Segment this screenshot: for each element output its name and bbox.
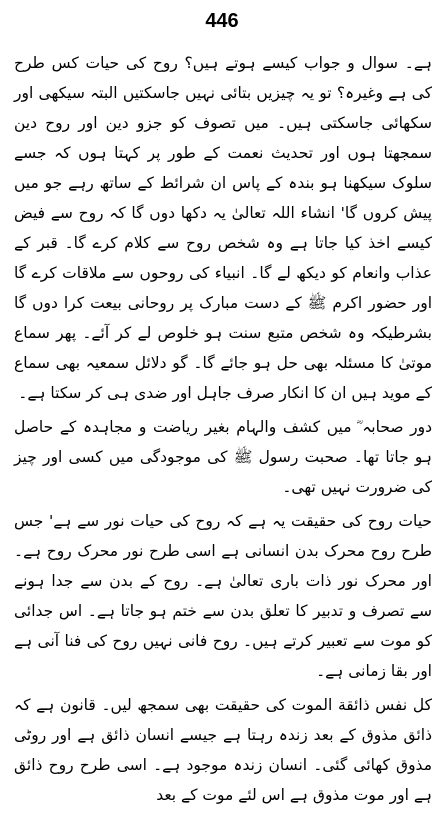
- paragraph-1: ہے۔ سوال و جواب کیسے ہوتے ہیں؟ روح کی حیات کس طرح کی ہے وغیرہ؟ تو یہ چیزیں بتائی نہیں جاسکتیں البتہ سیکھی اور سکھائی جاسکتی ہیں۔ میں تصوف کو جزو دین اور روح دین سمجھتا ہوں اور تحدیث نعمت کے طور پر کہتا ہوں کہ جسے سلوک سیکھنا ہو بندہ کے پاس ان شرائط کے ساتھ رہے جو میں پیش کروں گا' انشاء اللہ تعالیٰ یہ دکھا دوں گا کہ روح سے فیض کیسے اخذ کیا جاتا ہے وہ شخص روح سے کلام کرے گا۔ قبر کے عذاب وانعام کو دیکھ لے گا۔ انبیاء کی روحوں سے ملاقات کرے گا اور حضور اکرم ﷺ کے دست مبارک پر روحانی بیعت کرا دوں گا بشرطیکہ وہ شخص متبع سنت ہو خلوص لے کر آئے۔ پھر سماع موتیٰ کا مسئلہ بھی حل ہو جائے گا۔ گو دلائل سمعیہ بھی سماع کے موید ہیں ان کا انکار صرف جاہل اور ضدی ہی کر سکتا ہے۔: [14, 54, 432, 402]
- document-body: [14, 48, 432, 814]
- paragraph-2: دور صحابہ ؓ میں کشف والہام بغیر ریاضت و مجاہدہ کے حاصل ہو جاتا تھا۔ صحبت رسول ﷺ کی موجودگی میں کسی اور چیز کی ضرورت نہیں تھی۔: [14, 418, 432, 496]
- paragraph-3: حیات روح کی حقیقت یہ ہے کہ روح کی حیات نور سے ہے' جس طرح روح محرک بدن انسانی ہے اسی طرح نور محرک روح ہے۔ اور محرک نور ذات باری تعالیٰ ہے۔ روح کے بدن سے جدا ہونے سے تصرف و تدبیر کا تعلق بدن سے ختم ہو جاتا ہے۔ اس جدائی کو موت سے تعبیر کرتے ہیں۔ روح فانی نہیں روح کی فنا آنی ہے اور بقا زمانی ہے۔: [14, 512, 432, 680]
- paragraph-4: کل نفس ذائقة الموت کی حقیقت بھی سمجھ لیں۔ قانون ہے کہ ذائق مذوق کے بعد زندہ رہتا ہے جیسے انسان ذائق ہے اور روٹی مذوق کھائی گئی۔ انسان زندہ موجود ہے۔ اسی طرح روح ذائق ہے اور موت مذوق ہے اس لئے موت کے بعد: [14, 696, 432, 804]
- page-number: 446: [205, 10, 239, 32]
